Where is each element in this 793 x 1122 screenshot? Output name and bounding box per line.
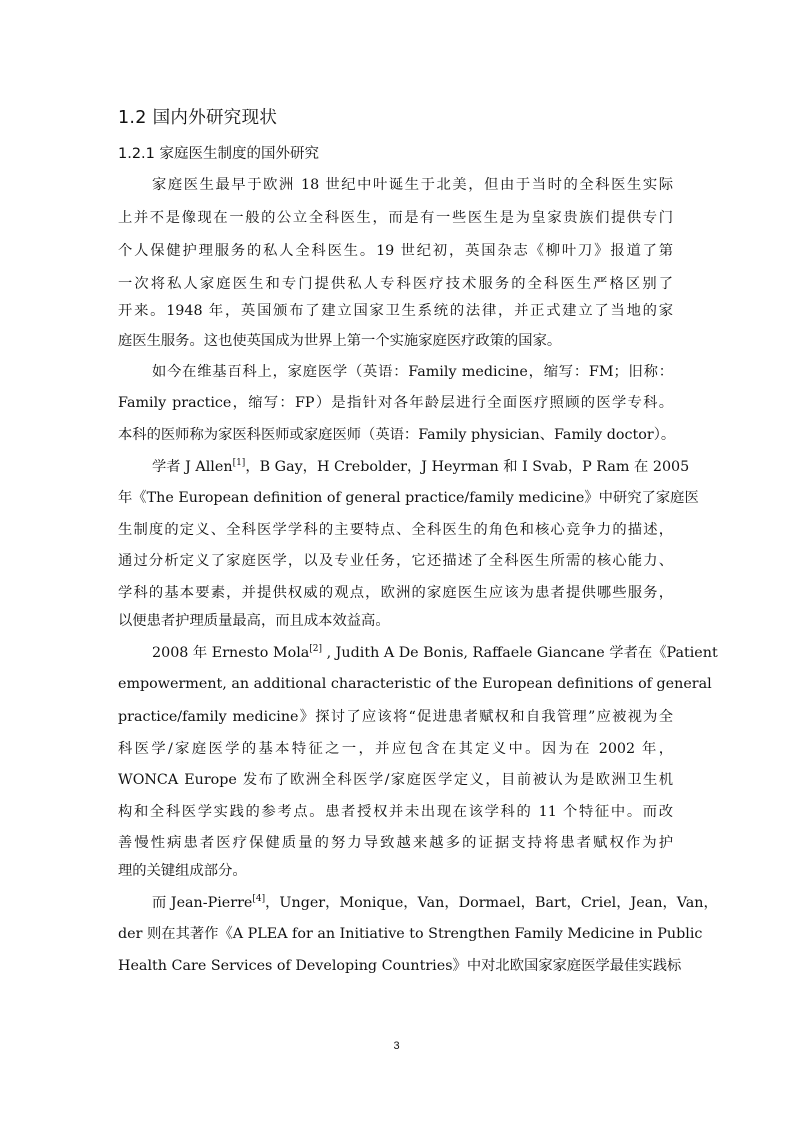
subsection-heading: 1.2.1 家庭医生制度的国外研究	[118, 146, 320, 162]
page-number: 3	[393, 1040, 400, 1052]
author-text: ，Unger，Monique，Van，Dormael，Bart，Criel，Jean，Van，	[265, 895, 718, 911]
paragraph-line: 上并不是像现在一般的公立全科医生，而是有一些医生是为皇家贵族们提供专门	[118, 210, 673, 226]
paragraph-line	[152, 451, 690, 484]
citation-ref[interactable]: [2]	[309, 644, 323, 654]
paragraph-line: 开来。1948 年，英国颁布了建立国家卫生系统的法律，并正式建立了当地的家	[118, 303, 673, 319]
paragraph-line: 生制度的定义、全科医学学科的主要特点、全科医生的角色和核心竞争力的描述，	[118, 522, 673, 538]
author-text: 2008 年 Ernesto Mola	[152, 645, 310, 661]
paragraph-line: Health Care Services of Developing Countries》中对北欧国家家庭医学最佳实践标	[118, 958, 682, 974]
paragraph-line: 家庭医生最早于欧洲 18 世纪中叶诞生于北美，但由于当时的全科医生实际	[152, 177, 673, 193]
paragraph-line: 本科的医师称为家医科医师或家庭医师（英语：Family physician、Family doctor）。	[118, 427, 676, 443]
paragraph-line: 善慢性病患者医疗保健质量的努力导致越来越多的证据支持将患者赋权作为护	[118, 835, 673, 851]
paragraph-line: 通过分析定义了家庭医学，以及专业任务，它还描述了全科医生所需的核心能力、	[118, 553, 673, 569]
paragraph-line: Family practice，缩写：FP）是指针对各年龄层进行全面医疗照顾的医学专科。	[118, 395, 673, 411]
author-text: 学者 J Allen	[152, 459, 233, 475]
paragraph-line: 科医学/家庭医学的基本特征之一，并应包含在其定义中。因为在 2002 年，	[118, 741, 673, 757]
paragraph-line	[152, 637, 718, 670]
paragraph-line	[152, 887, 718, 920]
paragraph-line: empowerment, an additional characteristic of the European definitions of general	[118, 676, 712, 692]
author-text: 而 Jean-Pierre	[152, 895, 253, 911]
citation-ref[interactable]: [4]	[252, 894, 266, 904]
paragraph-line: 理的关键组成部分。	[118, 863, 247, 879]
author-text: ，B Gay，H Crebolder，J Heyrman 和 I Svab，P Ram 在 2005	[245, 459, 690, 475]
paragraph-line: 庭医生服务。这也使英国成为世界上第一个实施家庭医疗政策的国家。	[118, 333, 562, 349]
paragraph-line: 年《The European definition of general practice/family medicine》中研究了家庭医	[118, 490, 699, 506]
section-heading: 1.2 国内外研究现状	[118, 108, 278, 128]
paragraph-line: 学科的基本要素，并提供权威的观点，欧洲的家庭医生应该为患者提供哪些服务，	[118, 585, 673, 601]
paragraph-line: practice/family medicine》探讨了应该将“促进患者赋权和自我管理”应被视为全	[118, 709, 673, 725]
paragraph-line: 个人保健护理服务的私人全科医生。19 世纪初，英国杂志《柳叶刀》报道了第	[118, 243, 673, 259]
paragraph-line: 构和全科医学实践的参考点。患者授权并未出现在该学科的 11 个特征中。而改	[118, 804, 673, 820]
paragraph-line: der 则在其著作《A PLEA for an Initiative to Strengthen Family Medicine in Public	[118, 926, 703, 942]
paragraph-line: 如今在维基百科上，家庭医学（英语：Family medicine，缩写：FM；旧称：	[152, 364, 673, 380]
paragraph-line: WONCA Europe 发布了欧洲全科医学/家庭医学定义，目前被认为是欧洲卫生机	[118, 772, 673, 788]
paragraph-line: 一次将私人家庭医生和专门提供私人专科医疗技术服务的全科医生严格区别了	[118, 276, 673, 292]
paragraph-line: 以便患者护理质量最高，而且成本效益高。	[118, 613, 390, 629]
author-text: , Judith A De Bonis, Raffaele Giancane 学者在《Patient	[322, 645, 718, 661]
citation-ref[interactable]: [1]	[232, 458, 246, 468]
